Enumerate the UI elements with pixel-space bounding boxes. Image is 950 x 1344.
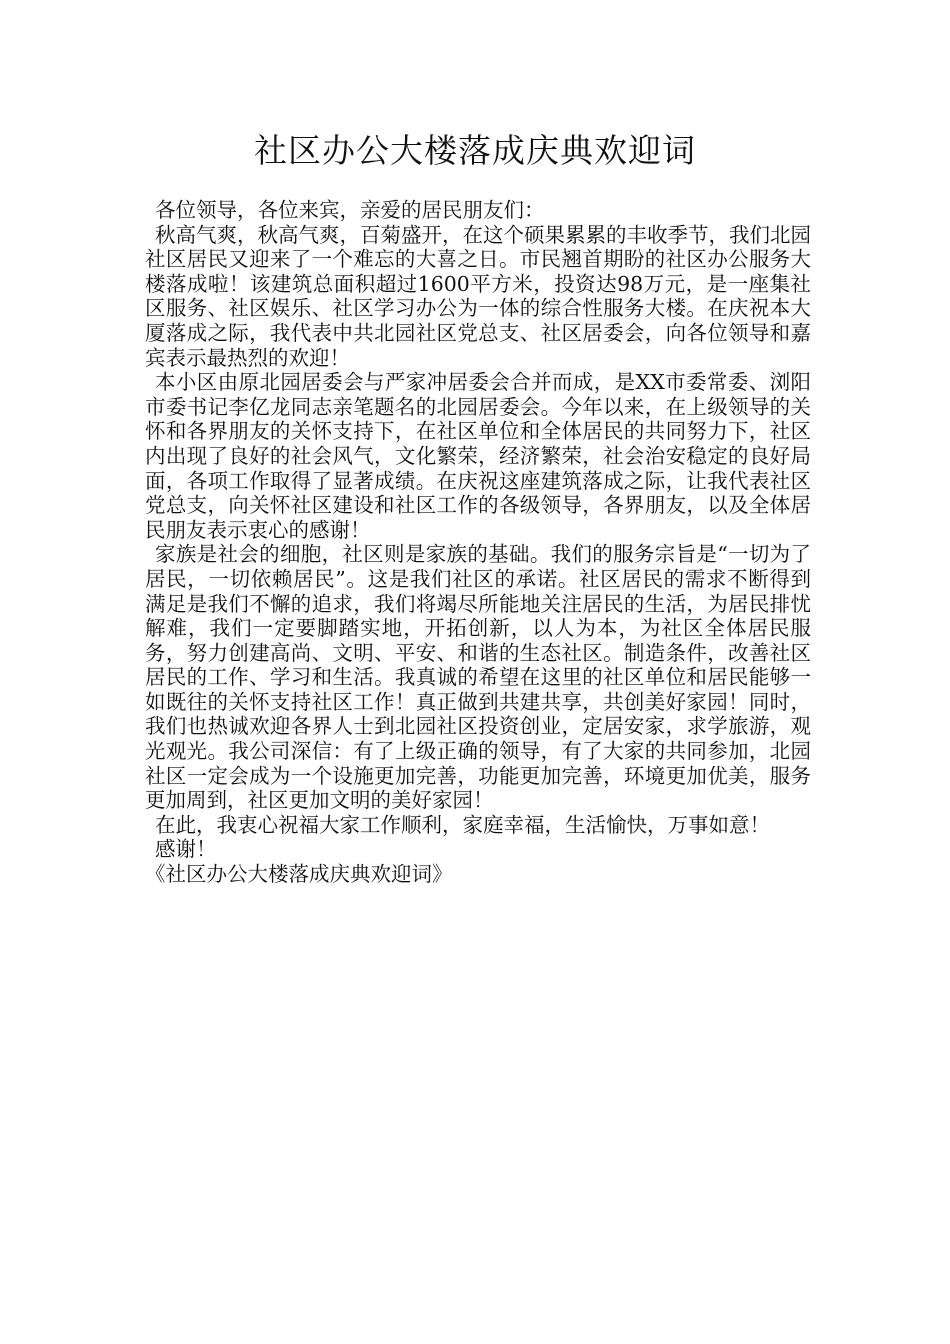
paragraph-2: 本小区由原北园居委会与严家冲居委会合并而成，是XX市委常委、浏阳市委书记李亿龙同志亲笔题名的北园居委会。今年以来，在上级领导的关怀和各界朋友的关怀支持下，在社区单位和全体居民的共同努力下，社区内出现了良好的社会风气，文化繁荣，经济繁荣，社会治安稳定的良好局面，各项工作取得了显著成绩。在庆祝这座建筑落成之际，让我代表社区党总支，向关怀社区建设和社区工作的各级领导，各界朋友，以及全体居民朋友表示衷心的感谢！ [145, 370, 811, 542]
document-title: 社区办公大楼落成庆典欢迎词 [254, 131, 696, 170]
greeting-line: 各位领导，各位来宾，亲爱的居民朋友们： [155, 198, 545, 222]
document-body [145, 198, 811, 887]
paragraph-3: 家族是社会的细胞，社区则是家族的基础。我们的服务宗旨是“一切为了居民，一切依赖居民”。这是我们社区的承诺。社区居民的需求不断得到满足是我们不懈的追求，我们将竭尽所能地关注居民的生活，为居民排忧解难，我们一定要脚踏实地，开拓创新，以人为本，为社区全体居民服务，努力创建高尚、文明、平安、和谐的生态社区。制造条件，改善社区居民的工作、学习和生活。我真诚的希望在这里的社区单位和居民能够一如既往的关怀支持社区工作！真正做到共建共享，共创美好家园！同时，我们也热诚欢迎各界人士到北园社区投资创业，定居安家，求学旅游，观光观光。我公司深信：有了上级正确的领导，有了大家的共同参加，北园社区一定会成为一个设施更加完善，功能更加完善，环境更加优美，服务更加周到，社区更加文明的美好家园！ [145, 542, 811, 813]
thanks-line: 感谢！ [155, 837, 217, 862]
source-title: 《社区办公大楼落成庆典欢迎词》 [145, 862, 453, 887]
closing-line: 在此，我衷心祝福大家工作顺利，家庭幸福，生活愉快，万事如意！ [155, 812, 770, 837]
paragraph-1: 秋高气爽，秋高气爽，百菊盛开，在这个硕果累累的丰收季节，我们北园社区居民又迎来了一个难忘的大喜之日。市民翘首期盼的社区办公服务大楼落成啦！该建筑总面积超过1600平方米，投资达98万元，是一座集社区服务、社区娱乐、社区学习办公为一体的综合性服务大楼。在庆祝本大厦落成之际，我代表中共北园社区党总支、社区居委会，向各位领导和嘉宾表示最热烈的欢迎！ [145, 222, 811, 370]
